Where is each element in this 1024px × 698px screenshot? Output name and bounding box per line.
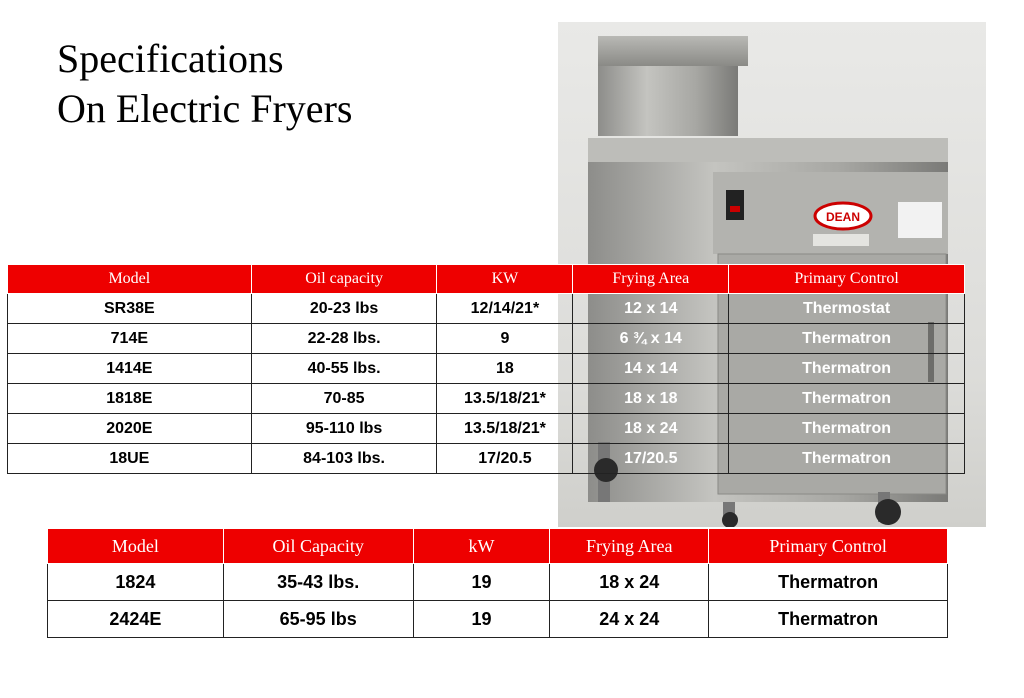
cell-frying-area: 18 x 18 [573, 384, 729, 414]
header-kw: kW [413, 529, 550, 564]
cell-frying-area: 6 ¾ x 14 [573, 324, 729, 354]
table-row [48, 601, 948, 638]
table-row [8, 444, 965, 474]
header-primary-control: Primary Control [729, 265, 965, 294]
cell-model: 1824 [48, 564, 224, 601]
cell-frying-area: 12 x 14 [573, 294, 729, 324]
cell-primary-control: Thermatron [729, 444, 965, 474]
title-line-2: On Electric Fryers [57, 86, 353, 131]
cell-primary-control: Thermatron [709, 564, 948, 601]
table-row [8, 324, 965, 354]
brand-logo: DEAN [825, 210, 861, 224]
table-row [8, 354, 965, 384]
cell-model: 2020E [8, 414, 252, 444]
header-model: Model [48, 529, 224, 564]
cell-oil-capacity: 95-110 lbs [251, 414, 437, 444]
cell-frying-area: 14 x 14 [573, 354, 729, 384]
table-header-row [48, 529, 948, 564]
cell-model: 2424E [48, 601, 224, 638]
cell-primary-control: Thermatron [709, 601, 948, 638]
table-header-row [8, 265, 965, 294]
header-frying-area: Frying Area [550, 529, 709, 564]
cell-kw: 19 [413, 564, 550, 601]
cell-kw: 9 [437, 324, 573, 354]
table-row [8, 294, 965, 324]
header-oil-capacity: Oil capacity [251, 265, 437, 294]
title-line-1: Specifications [57, 36, 284, 81]
cell-kw: 18 [437, 354, 573, 384]
cell-oil-capacity: 70-85 [251, 384, 437, 414]
header-oil-capacity: Oil Capacity [223, 529, 413, 564]
cell-primary-control: Thermatron [729, 384, 965, 414]
cell-frying-area: 24 x 24 [550, 601, 709, 638]
cell-model: 1414E [8, 354, 252, 384]
cell-model: 1818E [8, 384, 252, 414]
cell-frying-area: 18 x 24 [573, 414, 729, 444]
cell-oil-capacity: 35-43 lbs. [223, 564, 413, 601]
cell-model: 714E [8, 324, 252, 354]
cell-oil-capacity: 20-23 lbs [251, 294, 437, 324]
specs-table-2 [47, 528, 948, 638]
cell-primary-control: Thermostat [729, 294, 965, 324]
specs-table-1 [7, 264, 965, 474]
cell-kw: 13.5/18/21* [437, 414, 573, 444]
cell-model: SR38E [8, 294, 252, 324]
header-frying-area: Frying Area [573, 265, 729, 294]
cell-frying-area: 17/20.5 [573, 444, 729, 474]
page-title [57, 34, 352, 134]
cell-oil-capacity: 22-28 lbs. [251, 324, 437, 354]
cell-oil-capacity: 40-55 lbs. [251, 354, 437, 384]
cell-primary-control: Thermatron [729, 324, 965, 354]
cell-kw: 13.5/18/21* [437, 384, 573, 414]
table-row [8, 414, 965, 444]
table-row [8, 384, 965, 414]
header-model: Model [8, 265, 252, 294]
cell-primary-control: Thermatron [729, 414, 965, 444]
cell-oil-capacity: 84-103 lbs. [251, 444, 437, 474]
cell-oil-capacity: 65-95 lbs [223, 601, 413, 638]
cell-frying-area: 18 x 24 [550, 564, 709, 601]
table-row [48, 564, 948, 601]
cell-kw: 19 [413, 601, 550, 638]
header-primary-control: Primary Control [709, 529, 948, 564]
cell-kw: 17/20.5 [437, 444, 573, 474]
cell-primary-control: Thermatron [729, 354, 965, 384]
header-kw: KW [437, 265, 573, 294]
cell-kw: 12/14/21* [437, 294, 573, 324]
cell-model: 18UE [8, 444, 252, 474]
